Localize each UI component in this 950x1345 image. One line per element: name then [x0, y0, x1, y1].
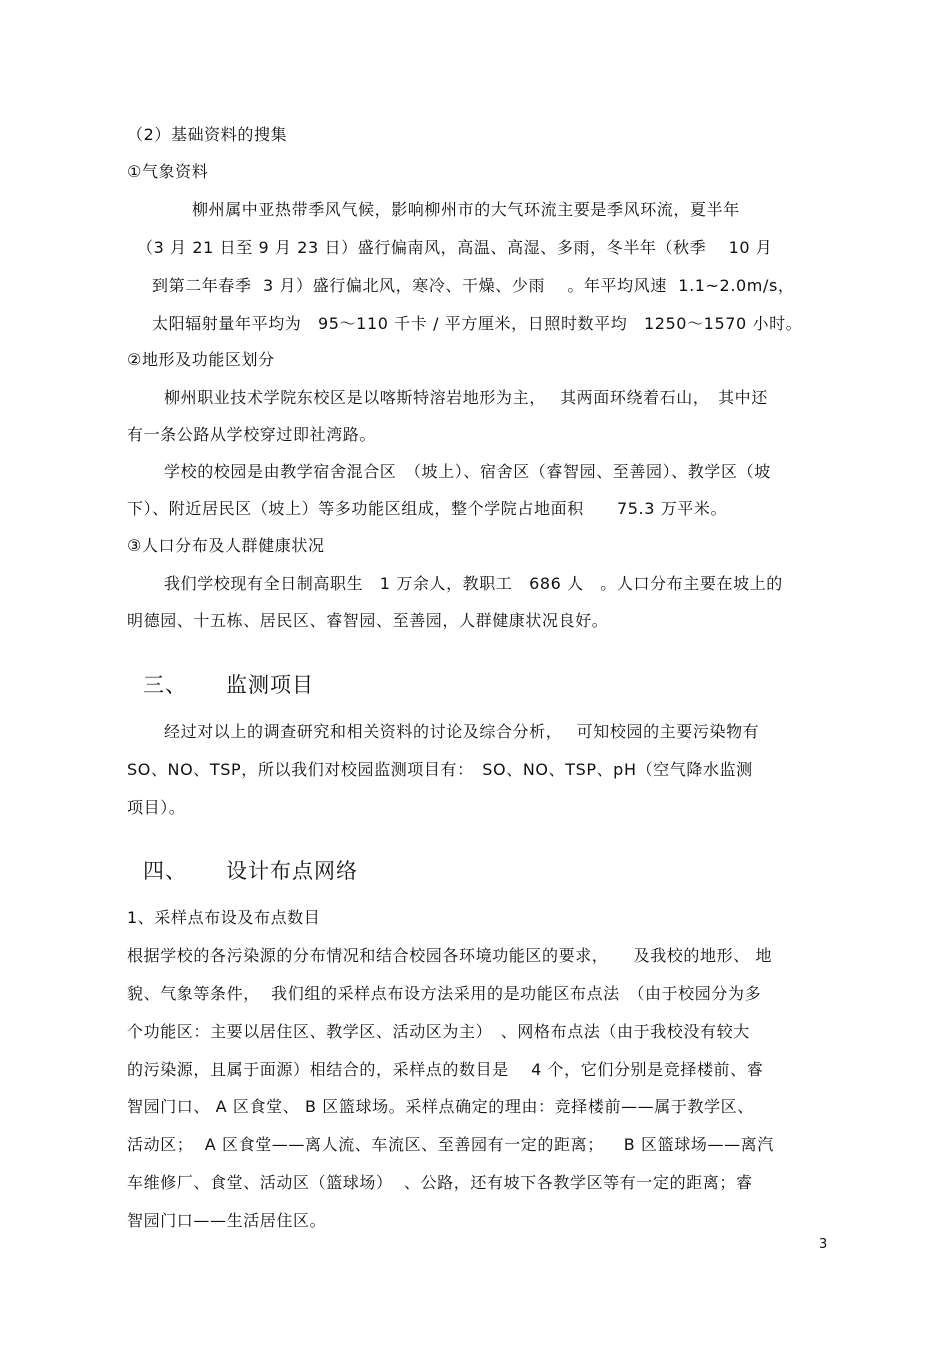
- paragraph-line: 活动区； A 区食堂——离人流、车流区、至善园有一定的距离； B 区篮球场——离汽: [127, 1135, 774, 1154]
- paragraph-line: 柳州职业技术学院东校区是以喀斯特溶岩地形为主， 其两面环绕着石山， 其中还: [164, 388, 768, 407]
- paragraph-line: 学校的校园是由教学宿舍混合区 （坡上）、宿舍区（睿智园、至善园）、教学区（坡: [164, 462, 771, 481]
- section-title-basic-data: （2）基础资料的搜集: [127, 125, 288, 144]
- subheading-meteorology: ①气象资料: [127, 162, 209, 181]
- paragraph-line: 个功能区：主要以居住区、教学区、活动区为主） 、网格布点法（由于我校没有较大: [127, 1022, 750, 1041]
- paragraph-line: 车维修厂、食堂、活动区（篮球场） 、公路，还有坡下各教学区等有一定的距离；睿: [127, 1173, 753, 1192]
- paragraph-line: 柳州属中亚热带季风气候，影响柳州市的大气环流主要是季风环流，夏半年: [192, 200, 740, 219]
- paragraph-line: 智园门口——生活居住区。: [127, 1211, 327, 1230]
- page-number: 3: [819, 1237, 828, 1252]
- paragraph-line: SO、NO、TSP，所以我们对校园监测项目有： SO、NO、TSP、pH（空气降水监测: [127, 760, 753, 779]
- paragraph-line: 到第二年春季 3 月）盛行偏北风，寒冷、干燥、少雨 。年平均风速 1.1~2.0m/s，: [152, 276, 795, 295]
- paragraph-line: 项目）。: [127, 798, 186, 817]
- section4-number: 四、: [143, 859, 187, 883]
- subheading-terrain: ②地形及功能区划分: [127, 350, 275, 369]
- paragraph-line: 有一条公路从学校穿过即社湾路。: [127, 425, 377, 444]
- paragraph-line: 经过对以上的调查研究和相关资料的讨论及综合分析， 可知校园的主要污染物有: [164, 722, 760, 741]
- paragraph-line: 智园门口、 A 区食堂、 B 区篮球场。采样点确定的理由：竞择楼前——属于教学区、: [127, 1097, 754, 1116]
- section4-title: 设计布点网络: [226, 859, 358, 883]
- paragraph-line: 我们学校现有全日制高职生 1 万余人，教职工 686 人 。人口分布主要在坡上的: [164, 574, 783, 593]
- section3-title: 监测项目: [226, 673, 314, 697]
- paragraph-line: 太阳辐射量年平均为 95～110 千卡 / 平方厘米，日照时数平均 1250～1570 小时。: [152, 314, 803, 333]
- paragraph-line: 明德园、十五栋、居民区、睿智园、至善园，人群健康状况良好。: [127, 611, 609, 630]
- paragraph-line: 貌、气象等条件， 我们组的采样点布设方法采用的是功能区布点法 （由于校园分为多: [127, 984, 762, 1003]
- paragraph-line: 根据学校的各污染源的分布情况和结合校园各环境功能区的要求， 及我校的地形、 地: [127, 946, 773, 965]
- paragraph-line: （3 月 21 日至 9 月 23 日）盛行偏南风，高温、高湿、多雨，冬半年（秋季 10 月: [137, 238, 773, 257]
- paragraph-line: 下）、附近居民区（坡上）等多功能区组成，整个学院占地面积 75.3 万平米。: [127, 499, 728, 518]
- subheading-sampling-points: 1、采样点布设及布点数目: [127, 908, 321, 927]
- section3-number: 三、: [143, 673, 187, 697]
- subheading-population: ③人口分布及人群健康状况: [127, 536, 325, 555]
- paragraph-line: 的污染源，且属于面源）相结合的，采样点的数目是 4 个，它们分别是竞择楼前、睿: [127, 1060, 764, 1079]
